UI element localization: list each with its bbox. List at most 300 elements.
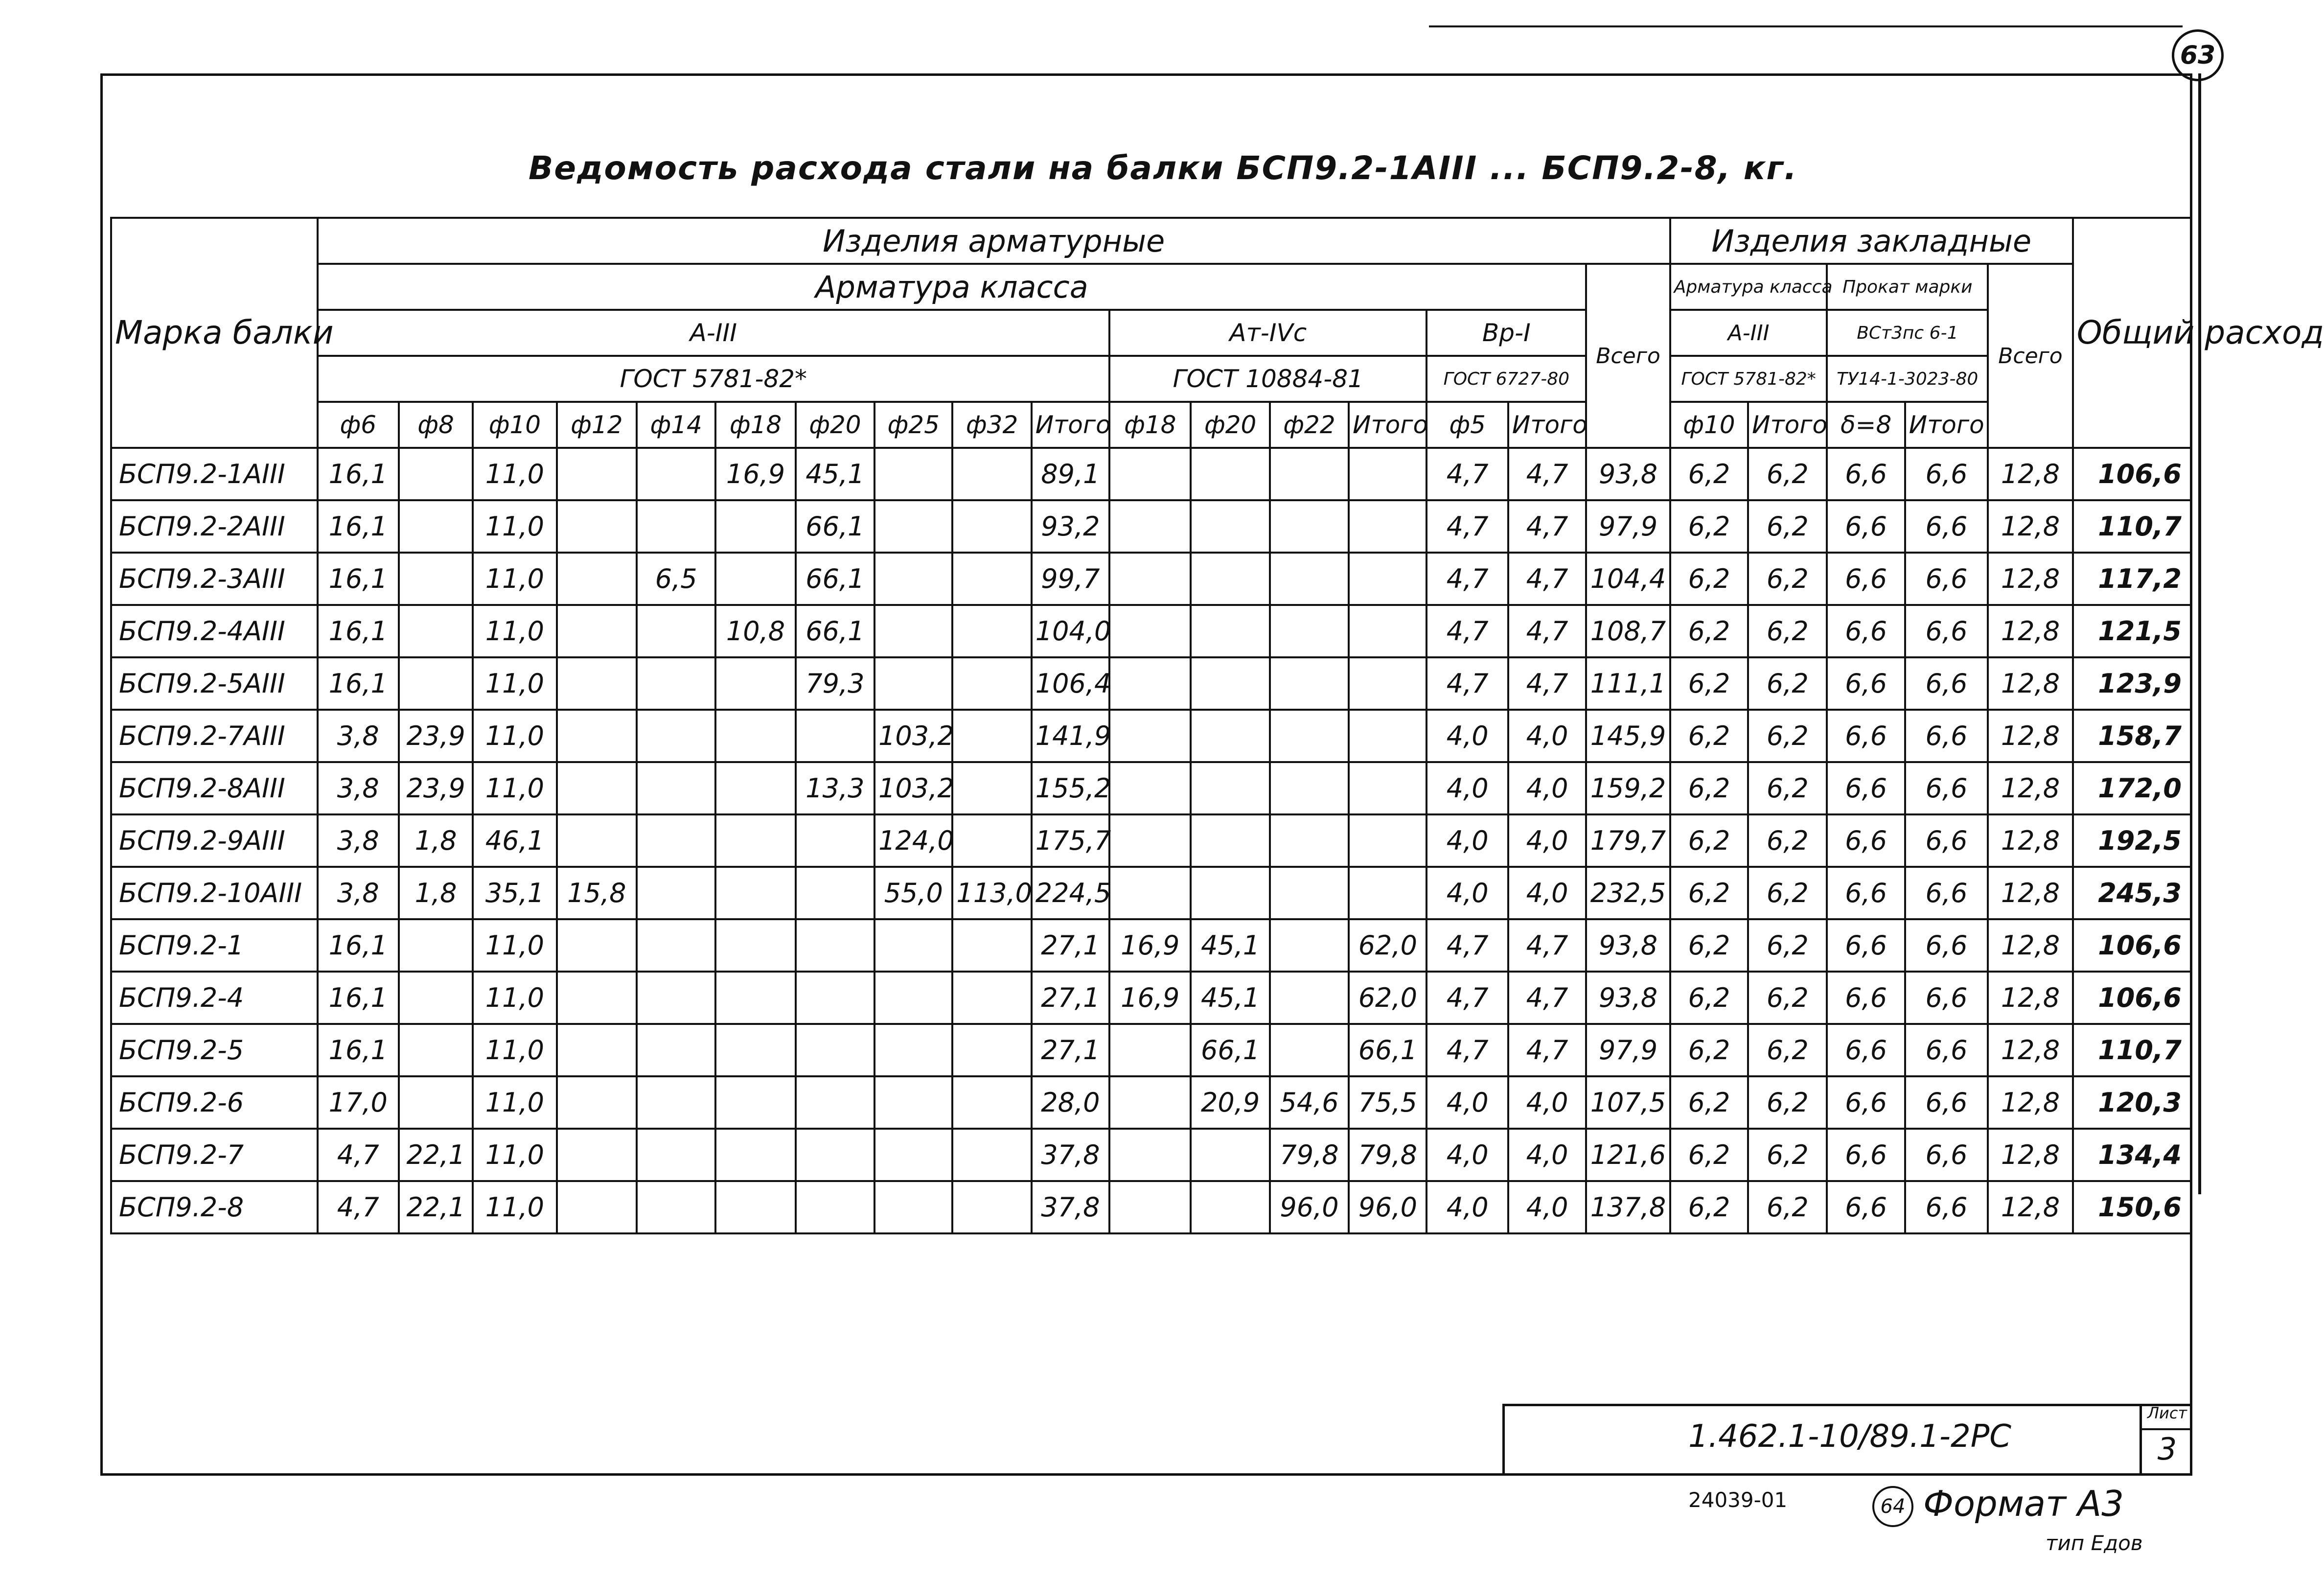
table-cell: 4,0 — [1508, 1181, 1586, 1233]
table-cell: 55,0 — [874, 867, 952, 919]
table-cell: 4,0 — [1508, 867, 1586, 919]
table-cell — [715, 710, 795, 762]
col-header: Итого — [1349, 402, 1427, 448]
table-cell — [557, 1129, 637, 1181]
table-cell: 113,0 — [952, 867, 1031, 919]
header-class-aiii: А-III — [318, 310, 1110, 356]
table-cell: 46,1 — [473, 814, 556, 867]
row-total: 106,6 — [2073, 919, 2191, 972]
table-cell — [1349, 867, 1427, 919]
steel-consumption-table — [110, 217, 2324, 1234]
table-cell — [952, 1129, 1031, 1181]
table-cell: 6,2 — [1748, 1129, 1827, 1181]
table-cell: 11,0 — [473, 553, 556, 605]
header-emb-gost: ГОСТ 5781-82* — [1670, 356, 1827, 402]
table-cell — [796, 919, 874, 972]
table-cell: 93,8 — [1586, 919, 1670, 972]
table-cell: 16,1 — [318, 1024, 399, 1076]
table-cell — [1109, 814, 1191, 867]
table-cell: 6,2 — [1670, 500, 1748, 553]
table-row — [111, 867, 2191, 919]
table-cell — [1109, 1129, 1191, 1181]
table-cell: 6,2 — [1670, 1129, 1748, 1181]
table-row — [111, 762, 2191, 814]
table-cell — [557, 710, 637, 762]
col-header: ф20 — [1191, 402, 1269, 448]
table-cell: 6,6 — [1827, 1181, 1905, 1233]
table-row — [111, 657, 2191, 710]
sheet-right-edge — [2192, 73, 2201, 1194]
table-cell: 4,7 — [318, 1129, 399, 1181]
header-embedded-products: Изделия закладные — [1670, 218, 2073, 264]
table-cell — [1270, 710, 1349, 762]
col-header: ф20 — [796, 402, 874, 448]
table-cell: 11,0 — [473, 448, 556, 500]
header-gost-ativc: ГОСТ 10884-81 — [1109, 356, 1427, 402]
table-cell: 4,7 — [1427, 553, 1508, 605]
top-rule — [1429, 25, 2183, 27]
table-cell — [874, 1076, 952, 1129]
col-header: Итого — [1032, 402, 1109, 448]
table-cell — [557, 1076, 637, 1129]
table-body — [111, 448, 2191, 1233]
table-cell: 6,6 — [1905, 972, 1988, 1024]
table-cell: 11,0 — [473, 762, 556, 814]
col-header: ф32 — [952, 402, 1031, 448]
col-header: ф10 — [1670, 402, 1748, 448]
table-cell: 6,2 — [1670, 762, 1748, 814]
table-row — [111, 605, 2191, 657]
table-cell — [796, 1076, 874, 1129]
table-cell: 11,0 — [473, 657, 556, 710]
col-header: ф25 — [874, 402, 952, 448]
table-cell: 12,8 — [1988, 867, 2073, 919]
table-cell: 159,2 — [1586, 762, 1670, 814]
table-cell: 16,9 — [1109, 919, 1191, 972]
row-mark: БСП9.2-3АIII — [111, 553, 318, 605]
table-cell: 66,1 — [796, 500, 874, 553]
table-cell: 11,0 — [473, 500, 556, 553]
row-mark: БСП9.2-5АIII — [111, 657, 318, 710]
table-cell: 3,8 — [318, 762, 399, 814]
header-emb-vst: ВСт3пс 6-1 — [1827, 310, 1988, 356]
table-cell: 12,8 — [1988, 972, 2073, 1024]
table-cell: 79,8 — [1270, 1129, 1349, 1181]
table-row — [111, 1024, 2191, 1076]
table-cell: 79,8 — [1349, 1129, 1427, 1181]
table-cell: 22,1 — [399, 1129, 473, 1181]
table-cell — [715, 1024, 795, 1076]
table-cell: 124,0 — [874, 814, 952, 867]
table-cell: 104,4 — [1586, 553, 1670, 605]
table-cell — [1349, 553, 1427, 605]
row-total: 106,6 — [2073, 972, 2191, 1024]
table-cell: 4,7 — [1508, 500, 1586, 553]
table-cell — [1109, 1181, 1191, 1233]
table-cell: 12,8 — [1988, 500, 2073, 553]
table-cell: 4,7 — [1427, 919, 1508, 972]
table-cell: 175,7 — [1032, 814, 1109, 867]
table-cell: 6,6 — [1827, 972, 1905, 1024]
table-cell: 97,9 — [1586, 500, 1670, 553]
table-cell — [399, 448, 473, 500]
table-cell — [1109, 1076, 1191, 1129]
table-cell: 4,0 — [1427, 710, 1508, 762]
table-cell — [637, 1024, 715, 1076]
row-total: 106,6 — [2073, 448, 2191, 500]
table-cell: 6,6 — [1905, 710, 1988, 762]
table-cell: 75,5 — [1349, 1076, 1427, 1129]
table-cell: 23,9 — [399, 762, 473, 814]
table-cell: 96,0 — [1349, 1181, 1427, 1233]
table-cell — [715, 657, 795, 710]
table-cell: 6,2 — [1748, 919, 1827, 972]
table-cell: 6,2 — [1670, 1181, 1748, 1233]
document-title: Ведомость расхода стали на балки БСП9.2-1АIII ... БСП9.2-8, кг. — [529, 149, 1798, 187]
table-cell — [1191, 710, 1269, 762]
table-cell — [1270, 972, 1349, 1024]
row-total: 172,0 — [2073, 762, 2191, 814]
col-header: Итого — [1748, 402, 1827, 448]
table-cell: 6,2 — [1748, 553, 1827, 605]
table-cell — [637, 919, 715, 972]
table-cell: 93,8 — [1586, 972, 1670, 1024]
table-cell: 4,7 — [1427, 448, 1508, 500]
table-cell: 12,8 — [1988, 1181, 2073, 1233]
table-cell — [557, 657, 637, 710]
table-cell: 6,6 — [1827, 553, 1905, 605]
table-cell — [1349, 605, 1427, 657]
table-cell: 66,1 — [796, 605, 874, 657]
table-cell: 4,7 — [1508, 657, 1586, 710]
table-cell: 11,0 — [473, 1181, 556, 1233]
table-cell — [796, 1181, 874, 1233]
signature: тип Едов — [2046, 1531, 2143, 1555]
table-cell — [715, 762, 795, 814]
table-cell — [557, 814, 637, 867]
table-cell — [1109, 762, 1191, 814]
table-cell — [399, 605, 473, 657]
table-cell: 6,6 — [1905, 605, 1988, 657]
table-cell — [1349, 448, 1427, 500]
table-cell: 17,0 — [318, 1076, 399, 1129]
table-cell: 12,8 — [1988, 762, 2073, 814]
row-mark: БСП9.2-1 — [111, 919, 318, 972]
table-cell: 13,3 — [796, 762, 874, 814]
page-number-circle: 63 — [2172, 29, 2224, 81]
table-cell: 224,5 — [1032, 867, 1109, 919]
table-cell: 6,6 — [1905, 500, 1988, 553]
table-cell: 20,9 — [1191, 1076, 1269, 1129]
table-cell — [637, 605, 715, 657]
table-cell: 66,1 — [1191, 1024, 1269, 1076]
row-mark: БСП9.2-9АIII — [111, 814, 318, 867]
table-cell: 37,8 — [1032, 1129, 1109, 1181]
table-cell: 28,0 — [1032, 1076, 1109, 1129]
table-cell — [715, 1076, 795, 1129]
table-cell: 6,2 — [1670, 605, 1748, 657]
table-cell — [1191, 867, 1269, 919]
table-cell — [1349, 814, 1427, 867]
table-cell — [557, 972, 637, 1024]
table-cell: 6,5 — [637, 553, 715, 605]
table-cell: 10,8 — [715, 605, 795, 657]
table-cell: 12,8 — [1988, 1129, 2073, 1181]
table-cell: 89,1 — [1032, 448, 1109, 500]
table-cell — [1191, 500, 1269, 553]
table-cell: 6,2 — [1748, 605, 1827, 657]
row-total: 117,2 — [2073, 553, 2191, 605]
table-cell: 11,0 — [473, 972, 556, 1024]
table-cell — [952, 553, 1031, 605]
table-cell — [796, 972, 874, 1024]
table-cell — [715, 1181, 795, 1233]
table-cell: 6,6 — [1905, 867, 1988, 919]
table-cell: 6,6 — [1905, 814, 1988, 867]
col-header: ф22 — [1270, 402, 1349, 448]
col-header: ф14 — [637, 402, 715, 448]
table-cell: 6,2 — [1748, 1024, 1827, 1076]
row-mark: БСП9.2-4АIII — [111, 605, 318, 657]
table-cell — [1109, 448, 1191, 500]
table-cell: 6,2 — [1748, 867, 1827, 919]
table-cell: 12,8 — [1988, 657, 2073, 710]
table-cell — [399, 553, 473, 605]
table-cell: 121,6 — [1586, 1129, 1670, 1181]
row-total: 123,9 — [2073, 657, 2191, 710]
table-row — [111, 1129, 2191, 1181]
table-cell: 4,7 — [1508, 553, 1586, 605]
table-cell: 12,8 — [1988, 553, 2073, 605]
table-cell — [796, 1129, 874, 1181]
table-cell: 6,6 — [1827, 605, 1905, 657]
row-mark: БСП9.2-7 — [111, 1129, 318, 1181]
table-cell: 104,0 — [1032, 605, 1109, 657]
table-cell — [952, 919, 1031, 972]
table-cell — [557, 1181, 637, 1233]
table-cell — [1109, 500, 1191, 553]
header-emb-tu: ТУ14-1-3023-80 — [1827, 356, 1988, 402]
table-row — [111, 1181, 2191, 1233]
table-cell: 12,8 — [1988, 1024, 2073, 1076]
table-cell: 106,4 — [1032, 657, 1109, 710]
table-cell — [1270, 867, 1349, 919]
table-cell: 6,6 — [1905, 1024, 1988, 1076]
table-cell — [952, 710, 1031, 762]
table-cell: 54,6 — [1270, 1076, 1349, 1129]
table-cell — [1191, 657, 1269, 710]
table-row — [111, 814, 2191, 867]
table-cell — [1109, 553, 1191, 605]
table-cell: 6,2 — [1670, 814, 1748, 867]
header-gost-aiii: ГОСТ 5781-82* — [318, 356, 1110, 402]
table-cell — [1270, 1024, 1349, 1076]
table-cell — [1270, 605, 1349, 657]
table-row — [111, 1076, 2191, 1129]
header-class-bpi: Вр-I — [1427, 310, 1586, 356]
row-total: 192,5 — [2073, 814, 2191, 867]
table-cell: 4,0 — [1508, 814, 1586, 867]
row-total: 134,4 — [2073, 1129, 2191, 1181]
table-cell — [637, 1076, 715, 1129]
table-cell: 6,6 — [1827, 867, 1905, 919]
table-cell: 6,2 — [1670, 657, 1748, 710]
circle-number: 64 — [1872, 1486, 1913, 1527]
table-cell — [874, 1181, 952, 1233]
table-cell: 16,1 — [318, 972, 399, 1024]
table-cell — [557, 553, 637, 605]
table-cell: 16,1 — [318, 919, 399, 972]
table-cell: 6,6 — [1827, 657, 1905, 710]
table-cell: 4,7 — [1427, 605, 1508, 657]
table-cell: 6,6 — [1905, 657, 1988, 710]
table-cell — [399, 972, 473, 1024]
table-cell: 6,6 — [1827, 814, 1905, 867]
table-cell — [1270, 448, 1349, 500]
table-cell — [1109, 867, 1191, 919]
table-cell: 6,2 — [1748, 762, 1827, 814]
col-header: ф10 — [473, 402, 556, 448]
table-cell: 6,6 — [1905, 1181, 1988, 1233]
col-header: ф8 — [399, 402, 473, 448]
table-cell — [637, 500, 715, 553]
table-cell — [637, 657, 715, 710]
table-cell: 45,1 — [1191, 972, 1269, 1024]
header-gost-bpi: ГОСТ 6727-80 — [1427, 356, 1586, 402]
row-total: 245,3 — [2073, 867, 2191, 919]
table-cell: 66,1 — [796, 553, 874, 605]
table-cell: 6,6 — [1827, 762, 1905, 814]
table-cell — [874, 1129, 952, 1181]
table-cell — [715, 500, 795, 553]
table-cell: 6,2 — [1748, 972, 1827, 1024]
table-cell: 145,9 — [1586, 710, 1670, 762]
table-cell — [399, 919, 473, 972]
table-cell — [399, 1076, 473, 1129]
table-cell — [637, 762, 715, 814]
table-cell — [1349, 762, 1427, 814]
table-cell — [1270, 814, 1349, 867]
table-cell: 137,8 — [1586, 1181, 1670, 1233]
header-emb-rolled: Прокат марки — [1827, 264, 1988, 310]
table-cell: 6,6 — [1827, 919, 1905, 972]
sheet-cell — [2140, 1404, 2192, 1476]
table-cell — [637, 448, 715, 500]
header-rebar-products: Изделия арматурные — [318, 218, 1670, 264]
table-cell — [715, 867, 795, 919]
table-cell — [557, 605, 637, 657]
table-cell: 107,5 — [1586, 1076, 1670, 1129]
table-cell: 4,0 — [1427, 1076, 1508, 1129]
table-cell: 6,6 — [1905, 1076, 1988, 1129]
table-cell: 108,7 — [1586, 605, 1670, 657]
table-cell: 6,2 — [1670, 972, 1748, 1024]
table-cell: 6,6 — [1905, 1129, 1988, 1181]
col-header: Итого — [1508, 402, 1586, 448]
format-label: Формат А3 — [1923, 1483, 2124, 1524]
table-cell — [874, 657, 952, 710]
table-cell — [1109, 657, 1191, 710]
table-cell — [874, 1024, 952, 1076]
table-cell: 4,7 — [1508, 919, 1586, 972]
table-cell: 79,3 — [796, 657, 874, 710]
table-cell: 16,9 — [715, 448, 795, 500]
table-cell: 16,9 — [1109, 972, 1191, 1024]
table-cell: 4,0 — [1508, 762, 1586, 814]
table-cell — [715, 814, 795, 867]
table-cell: 12,8 — [1988, 605, 2073, 657]
table-cell — [1191, 1129, 1269, 1181]
table-cell — [637, 814, 715, 867]
table-cell: 4,0 — [1508, 710, 1586, 762]
table-cell: 4,7 — [1508, 448, 1586, 500]
table-cell — [715, 972, 795, 1024]
table-cell: 6,6 — [1905, 762, 1988, 814]
table-cell: 6,2 — [1670, 1024, 1748, 1076]
table-cell — [874, 448, 952, 500]
header-class-ativc: Ат-IVс — [1109, 310, 1427, 356]
header-vsego: Всего — [1586, 264, 1670, 448]
table-cell: 96,0 — [1270, 1181, 1349, 1233]
table-cell: 66,1 — [1349, 1024, 1427, 1076]
row-mark: БСП9.2-8 — [111, 1181, 318, 1233]
header-total-consumption: Общий расход — [2073, 218, 2191, 448]
table-cell: 6,2 — [1748, 500, 1827, 553]
table-cell: 15,8 — [557, 867, 637, 919]
table-cell — [1270, 919, 1349, 972]
table-cell — [952, 1181, 1031, 1233]
table-cell: 99,7 — [1032, 553, 1109, 605]
table-cell — [796, 1024, 874, 1076]
table-cell: 103,2 — [874, 710, 952, 762]
table-cell — [952, 972, 1031, 1024]
table-cell: 4,0 — [1427, 1181, 1508, 1233]
table-cell: 6,6 — [1827, 1129, 1905, 1181]
table-cell: 4,0 — [1508, 1076, 1586, 1129]
table-cell: 1,8 — [399, 814, 473, 867]
table-cell: 16,1 — [318, 553, 399, 605]
table-cell: 4,7 — [1427, 1024, 1508, 1076]
table-row — [111, 500, 2191, 553]
table-cell: 4,0 — [1508, 1129, 1586, 1181]
row-mark: БСП9.2-4 — [111, 972, 318, 1024]
header-emb-vsego: Всего — [1988, 264, 2073, 448]
table-cell: 6,6 — [1827, 448, 1905, 500]
table-cell — [952, 657, 1031, 710]
table-cell — [399, 500, 473, 553]
table-cell — [557, 500, 637, 553]
inventory-number: 24039-01 — [1688, 1488, 1788, 1512]
table-row — [111, 919, 2191, 972]
table-cell — [1109, 605, 1191, 657]
table-cell: 97,9 — [1586, 1024, 1670, 1076]
table-cell — [399, 1024, 473, 1076]
table-cell: 6,2 — [1670, 553, 1748, 605]
table-cell — [715, 919, 795, 972]
row-total: 158,7 — [2073, 710, 2191, 762]
table-cell: 103,2 — [874, 762, 952, 814]
table-row — [111, 553, 2191, 605]
table-cell: 6,2 — [1748, 448, 1827, 500]
col-header: ф6 — [318, 402, 399, 448]
table-cell — [796, 867, 874, 919]
row-mark: БСП9.2-2АIII — [111, 500, 318, 553]
table-cell: 12,8 — [1988, 814, 2073, 867]
table-cell: 3,8 — [318, 814, 399, 867]
table-cell: 4,7 — [1508, 605, 1586, 657]
table-cell: 6,2 — [1748, 1076, 1827, 1129]
table-cell — [557, 1024, 637, 1076]
